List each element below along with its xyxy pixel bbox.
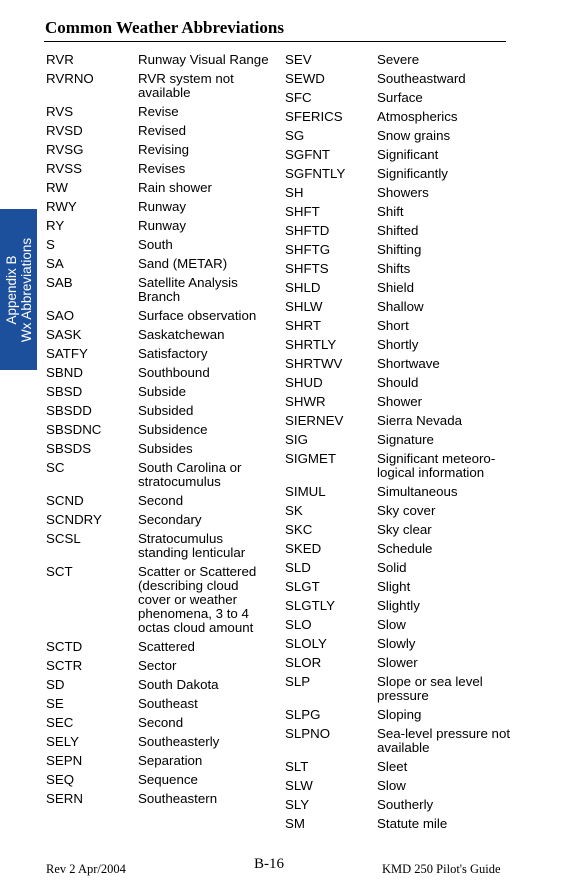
abbreviation-code: RVRNO bbox=[46, 71, 94, 86]
abbreviation-definition: Runway bbox=[138, 218, 187, 233]
abbreviation-definition: Slow bbox=[377, 617, 406, 632]
abbreviation-entry bbox=[46, 442, 273, 456]
abbreviation-definition: Sea-level pressure not available bbox=[377, 726, 511, 755]
abbreviation-entry bbox=[285, 72, 512, 86]
abbreviation-code: RVR bbox=[46, 52, 74, 67]
abbreviation-definition: Solid bbox=[377, 560, 407, 575]
abbreviation-code: SHFTD bbox=[285, 223, 330, 238]
abbreviation-definition: Runway bbox=[138, 199, 187, 214]
abbreviation-code: SCND bbox=[46, 493, 84, 508]
abbreviation-entry bbox=[46, 328, 273, 342]
abbreviation-definition: Separation bbox=[138, 753, 203, 768]
abbreviation-code: SEWD bbox=[285, 71, 325, 86]
abbreviation-code: SCT bbox=[46, 564, 73, 579]
abbreviation-entry bbox=[285, 338, 512, 352]
side-tab-line1: Appendix B bbox=[3, 254, 19, 325]
abbreviation-code: SCNDRY bbox=[46, 512, 102, 527]
abbreviation-entry bbox=[285, 675, 512, 703]
abbreviation-entry bbox=[285, 798, 512, 812]
abbreviation-entry bbox=[46, 219, 273, 233]
abbreviation-code: SHRT bbox=[285, 318, 321, 333]
abbreviation-code: SEPN bbox=[46, 753, 83, 768]
abbreviation-entry bbox=[285, 485, 512, 499]
abbreviation-code: RVSD bbox=[46, 123, 83, 138]
appendix-side-tab bbox=[0, 209, 37, 370]
abbreviation-entry bbox=[285, 452, 512, 480]
abbreviation-entry bbox=[285, 186, 512, 200]
abbreviation-code: SGFNTLY bbox=[285, 166, 346, 181]
abbreviation-code: SFC bbox=[285, 90, 312, 105]
abbreviation-entry bbox=[46, 347, 273, 361]
abbreviation-definition: Showers bbox=[377, 185, 429, 200]
abbreviation-code: SHLD bbox=[285, 280, 321, 295]
abbreviation-definition: Slow bbox=[377, 778, 406, 793]
abbreviation-definition: RVR system not available bbox=[138, 71, 234, 100]
abbreviation-definition: Slower bbox=[377, 655, 418, 670]
abbreviation-entry bbox=[46, 276, 273, 304]
footer-page-number: B-16 bbox=[254, 856, 284, 872]
abbreviation-code: SLD bbox=[285, 560, 311, 575]
abbreviation-definition: Significant bbox=[377, 147, 439, 162]
abbreviation-entry bbox=[46, 124, 273, 138]
abbreviation-code: RY bbox=[46, 218, 65, 233]
abbreviation-definition: Sleet bbox=[377, 759, 408, 774]
abbreviation-entry bbox=[285, 148, 512, 162]
abbreviation-entry bbox=[285, 817, 512, 831]
abbreviation-entry bbox=[46, 659, 273, 673]
abbreviation-definition: Shortwave bbox=[377, 356, 440, 371]
abbreviation-code: SEV bbox=[285, 52, 312, 67]
abbreviation-definition: Runway Visual Range bbox=[138, 52, 269, 67]
abbreviation-code: SM bbox=[285, 816, 305, 831]
abbreviation-code: SG bbox=[285, 128, 305, 143]
side-tab-label bbox=[4, 237, 34, 341]
abbreviation-definition: Scatter or Scattered (describing cloud cover or weather phenomena, 3 to 4 octas cloud amount bbox=[138, 564, 257, 635]
abbreviation-entry bbox=[46, 461, 273, 489]
abbreviation-entry bbox=[46, 404, 273, 418]
abbreviation-definition: Stratocumulus standing lenticular bbox=[138, 531, 246, 560]
abbreviation-code: SHFTS bbox=[285, 261, 329, 276]
abbreviation-entry bbox=[285, 243, 512, 257]
abbreviation-code: SLPG bbox=[285, 707, 321, 722]
abbreviation-code: SCSL bbox=[46, 531, 81, 546]
abbreviation-definition: Signature bbox=[377, 432, 434, 447]
abbreviation-entry bbox=[46, 257, 273, 271]
abbreviation-code: SLP bbox=[285, 674, 311, 689]
abbreviation-definition: Atmospherics bbox=[377, 109, 458, 124]
abbreviation-code: SC bbox=[46, 460, 65, 475]
abbreviation-code: SLGTLY bbox=[285, 598, 336, 613]
abbreviation-code: RWY bbox=[46, 199, 77, 214]
abbreviation-entry bbox=[285, 760, 512, 774]
abbreviation-entry bbox=[285, 262, 512, 276]
abbreviation-definition: Second bbox=[138, 493, 184, 508]
abbreviation-code: SE bbox=[46, 696, 64, 711]
abbreviation-definition: Sky clear bbox=[377, 522, 432, 537]
abbreviation-entry bbox=[46, 200, 273, 214]
abbreviation-code: RW bbox=[46, 180, 68, 195]
abbreviation-definition: Schedule bbox=[377, 541, 433, 556]
abbreviation-entry bbox=[285, 779, 512, 793]
abbreviation-code: SH bbox=[285, 185, 304, 200]
side-tab-line2: Wx Abbreviations bbox=[18, 237, 34, 342]
abbreviation-entry bbox=[46, 105, 273, 119]
abbreviation-definition: Secondary bbox=[138, 512, 202, 527]
abbreviation-entry bbox=[46, 181, 273, 195]
abbreviation-definition: Sand (METAR) bbox=[138, 256, 228, 271]
abbreviation-entry bbox=[285, 110, 512, 124]
abbreviation-code: SBND bbox=[46, 365, 83, 380]
abbreviation-definition: Satisfactory bbox=[138, 346, 208, 361]
abbreviation-entry bbox=[46, 532, 273, 560]
abbreviation-column-left bbox=[46, 53, 273, 811]
abbreviation-definition: Statute mile bbox=[377, 816, 448, 831]
abbreviation-entry bbox=[285, 708, 512, 722]
abbreviation-definition: Scattered bbox=[138, 639, 195, 654]
abbreviation-entry bbox=[46, 72, 273, 100]
abbreviation-code: SD bbox=[46, 677, 65, 692]
abbreviation-definition: Subsidence bbox=[138, 422, 208, 437]
abbreviation-definition: Revise bbox=[138, 104, 179, 119]
abbreviation-code: SBSDNC bbox=[46, 422, 102, 437]
abbreviation-entry bbox=[285, 504, 512, 518]
abbreviation-definition: Snow grains bbox=[377, 128, 451, 143]
abbreviation-entry bbox=[285, 580, 512, 594]
abbreviation-definition: Shield bbox=[377, 280, 414, 295]
abbreviation-code: SHRTWV bbox=[285, 356, 343, 371]
footer-revision: Rev 2 Apr/2004 bbox=[46, 862, 126, 876]
abbreviation-entry bbox=[285, 395, 512, 409]
abbreviation-entry bbox=[285, 599, 512, 613]
abbreviation-code: SLGT bbox=[285, 579, 320, 594]
abbreviation-definition: Shifted bbox=[377, 223, 419, 238]
page-title: Common Weather Abbreviations bbox=[45, 18, 284, 37]
abbreviation-code: SBSDD bbox=[46, 403, 92, 418]
abbreviation-definition: Should bbox=[377, 375, 419, 390]
abbreviation-definition: Sector bbox=[138, 658, 177, 673]
abbreviation-code: SFERICS bbox=[285, 109, 343, 124]
abbreviation-entry bbox=[285, 319, 512, 333]
abbreviation-code: SEQ bbox=[46, 772, 75, 787]
abbreviation-definition: South bbox=[138, 237, 173, 252]
abbreviation-definition: South Carolina or stratocumulus bbox=[138, 460, 242, 489]
abbreviation-definition: Shower bbox=[377, 394, 423, 409]
abbreviation-definition: Shift bbox=[377, 204, 404, 219]
abbreviation-definition: Short bbox=[377, 318, 409, 333]
abbreviation-entry bbox=[46, 366, 273, 380]
abbreviation-code: SBSDS bbox=[46, 441, 92, 456]
abbreviation-definition: Subsides bbox=[138, 441, 193, 456]
abbreviation-entry bbox=[285, 300, 512, 314]
abbreviation-entry bbox=[46, 735, 273, 749]
abbreviation-entry bbox=[46, 640, 273, 654]
abbreviation-code: SIERNEV bbox=[285, 413, 344, 428]
abbreviation-entry bbox=[285, 414, 512, 428]
abbreviation-code: SLT bbox=[285, 759, 309, 774]
abbreviation-code: SCTD bbox=[46, 639, 83, 654]
abbreviation-entry bbox=[46, 513, 273, 527]
abbreviation-code: SATFY bbox=[46, 346, 88, 361]
abbreviation-entry bbox=[285, 129, 512, 143]
abbreviation-definition: Revising bbox=[138, 142, 189, 157]
abbreviation-entry bbox=[46, 309, 273, 323]
abbreviation-entry bbox=[46, 792, 273, 806]
abbreviation-entry bbox=[285, 637, 512, 651]
abbreviation-entry bbox=[285, 224, 512, 238]
abbreviation-definition: Shortly bbox=[377, 337, 419, 352]
abbreviation-definition: Sequence bbox=[138, 772, 198, 787]
abbreviation-code: SASK bbox=[46, 327, 82, 342]
abbreviation-code: S bbox=[46, 237, 55, 252]
abbreviation-definition: Significant meteoro-logical information bbox=[377, 451, 496, 480]
abbreviation-entry bbox=[46, 238, 273, 252]
abbreviation-code: SLO bbox=[285, 617, 312, 632]
abbreviation-entry bbox=[285, 376, 512, 390]
abbreviation-entry bbox=[46, 143, 273, 157]
abbreviation-code: SIGMET bbox=[285, 451, 336, 466]
abbreviation-entry bbox=[285, 542, 512, 556]
abbreviation-code: SLY bbox=[285, 797, 310, 812]
abbreviation-entry bbox=[46, 53, 273, 67]
abbreviation-definition: Surface observation bbox=[138, 308, 257, 323]
abbreviation-definition: Slope or sea level pressure bbox=[377, 674, 483, 703]
abbreviation-entry bbox=[46, 697, 273, 711]
abbreviation-definition: Southeastern bbox=[138, 791, 218, 806]
abbreviation-code: SHFT bbox=[285, 204, 320, 219]
abbreviation-entry bbox=[46, 716, 273, 730]
abbreviation-code: SIMUL bbox=[285, 484, 326, 499]
abbreviation-entry bbox=[285, 523, 512, 537]
abbreviation-code: SHFTG bbox=[285, 242, 331, 257]
abbreviation-definition: Sloping bbox=[377, 707, 422, 722]
abbreviation-definition: Subsided bbox=[138, 403, 194, 418]
abbreviation-entry bbox=[285, 281, 512, 295]
abbreviation-definition: Satellite Analysis Branch bbox=[138, 275, 238, 304]
abbreviation-code: SAB bbox=[46, 275, 73, 290]
abbreviation-definition: Severe bbox=[377, 52, 420, 67]
abbreviation-definition: South Dakota bbox=[138, 677, 219, 692]
abbreviation-definition: Southbound bbox=[138, 365, 210, 380]
abbreviation-definition: Second bbox=[138, 715, 184, 730]
abbreviation-code: RVSG bbox=[46, 142, 84, 157]
abbreviation-definition: Revises bbox=[138, 161, 186, 176]
abbreviation-definition: Shallow bbox=[377, 299, 424, 314]
abbreviation-code: SLPNO bbox=[285, 726, 331, 741]
abbreviation-definition: Surface bbox=[377, 90, 423, 105]
abbreviation-definition: Slowly bbox=[377, 636, 416, 651]
abbreviation-entry bbox=[285, 167, 512, 181]
abbreviation-code: SBSD bbox=[46, 384, 83, 399]
abbreviation-entry bbox=[285, 91, 512, 105]
abbreviation-entry bbox=[46, 773, 273, 787]
abbreviation-code: SLOR bbox=[285, 655, 322, 670]
abbreviation-code: SERN bbox=[46, 791, 83, 806]
abbreviation-definition: Shifts bbox=[377, 261, 411, 276]
footer-guide-title: KMD 250 Pilot's Guide bbox=[382, 862, 501, 876]
abbreviation-entry bbox=[46, 385, 273, 399]
abbreviation-code: SELY bbox=[46, 734, 80, 749]
abbreviation-definition: Slight bbox=[377, 579, 411, 594]
abbreviation-code: SIG bbox=[285, 432, 308, 447]
abbreviation-entry bbox=[285, 205, 512, 219]
abbreviation-entry bbox=[285, 53, 512, 67]
abbreviation-code: SHRTLY bbox=[285, 337, 337, 352]
abbreviation-entry bbox=[46, 494, 273, 508]
abbreviation-entry bbox=[46, 423, 273, 437]
abbreviation-definition: Revised bbox=[138, 123, 187, 138]
abbreviation-code: SAO bbox=[46, 308, 75, 323]
abbreviation-code: SKED bbox=[285, 541, 322, 556]
abbreviation-code: SCTR bbox=[46, 658, 83, 673]
abbreviation-definition: Simultaneous bbox=[377, 484, 458, 499]
abbreviation-definition: Southerly bbox=[377, 797, 434, 812]
abbreviation-definition: Sky cover bbox=[377, 503, 436, 518]
abbreviation-code: SEC bbox=[46, 715, 74, 730]
abbreviation-definition: Southeasterly bbox=[138, 734, 220, 749]
header-rule bbox=[44, 41, 506, 42]
abbreviation-definition: Significantly bbox=[377, 166, 448, 181]
abbreviation-definition: Rain shower bbox=[138, 180, 212, 195]
abbreviation-entry bbox=[46, 754, 273, 768]
abbreviation-code: SHLW bbox=[285, 299, 323, 314]
abbreviation-entry bbox=[285, 656, 512, 670]
abbreviation-entry bbox=[285, 561, 512, 575]
abbreviation-code: SHUD bbox=[285, 375, 323, 390]
abbreviation-code: SKC bbox=[285, 522, 313, 537]
abbreviation-definition: Sierra Nevada bbox=[377, 413, 462, 428]
abbreviation-code: SHWR bbox=[285, 394, 326, 409]
abbreviation-code: SLOLY bbox=[285, 636, 327, 651]
abbreviation-entry bbox=[46, 678, 273, 692]
abbreviation-definition: Southeastward bbox=[377, 71, 466, 86]
abbreviation-code: RVSS bbox=[46, 161, 82, 176]
abbreviation-code: SK bbox=[285, 503, 303, 518]
abbreviation-entry bbox=[285, 618, 512, 632]
abbreviation-code: RVS bbox=[46, 104, 74, 119]
abbreviation-entry bbox=[285, 433, 512, 447]
abbreviation-code: SGFNT bbox=[285, 147, 331, 162]
abbreviation-entry bbox=[285, 727, 512, 755]
abbreviation-definition: Southeast bbox=[138, 696, 198, 711]
abbreviation-entry bbox=[46, 565, 273, 635]
abbreviation-definition: Slightly bbox=[377, 598, 420, 613]
abbreviation-column-right bbox=[285, 53, 512, 836]
abbreviation-definition: Subside bbox=[138, 384, 187, 399]
abbreviation-entry bbox=[285, 357, 512, 371]
abbreviation-code: SLW bbox=[285, 778, 313, 793]
abbreviation-definition: Saskatchewan bbox=[138, 327, 225, 342]
abbreviation-entry bbox=[46, 162, 273, 176]
abbreviation-code: SA bbox=[46, 256, 64, 271]
abbreviation-definition: Shifting bbox=[377, 242, 422, 257]
